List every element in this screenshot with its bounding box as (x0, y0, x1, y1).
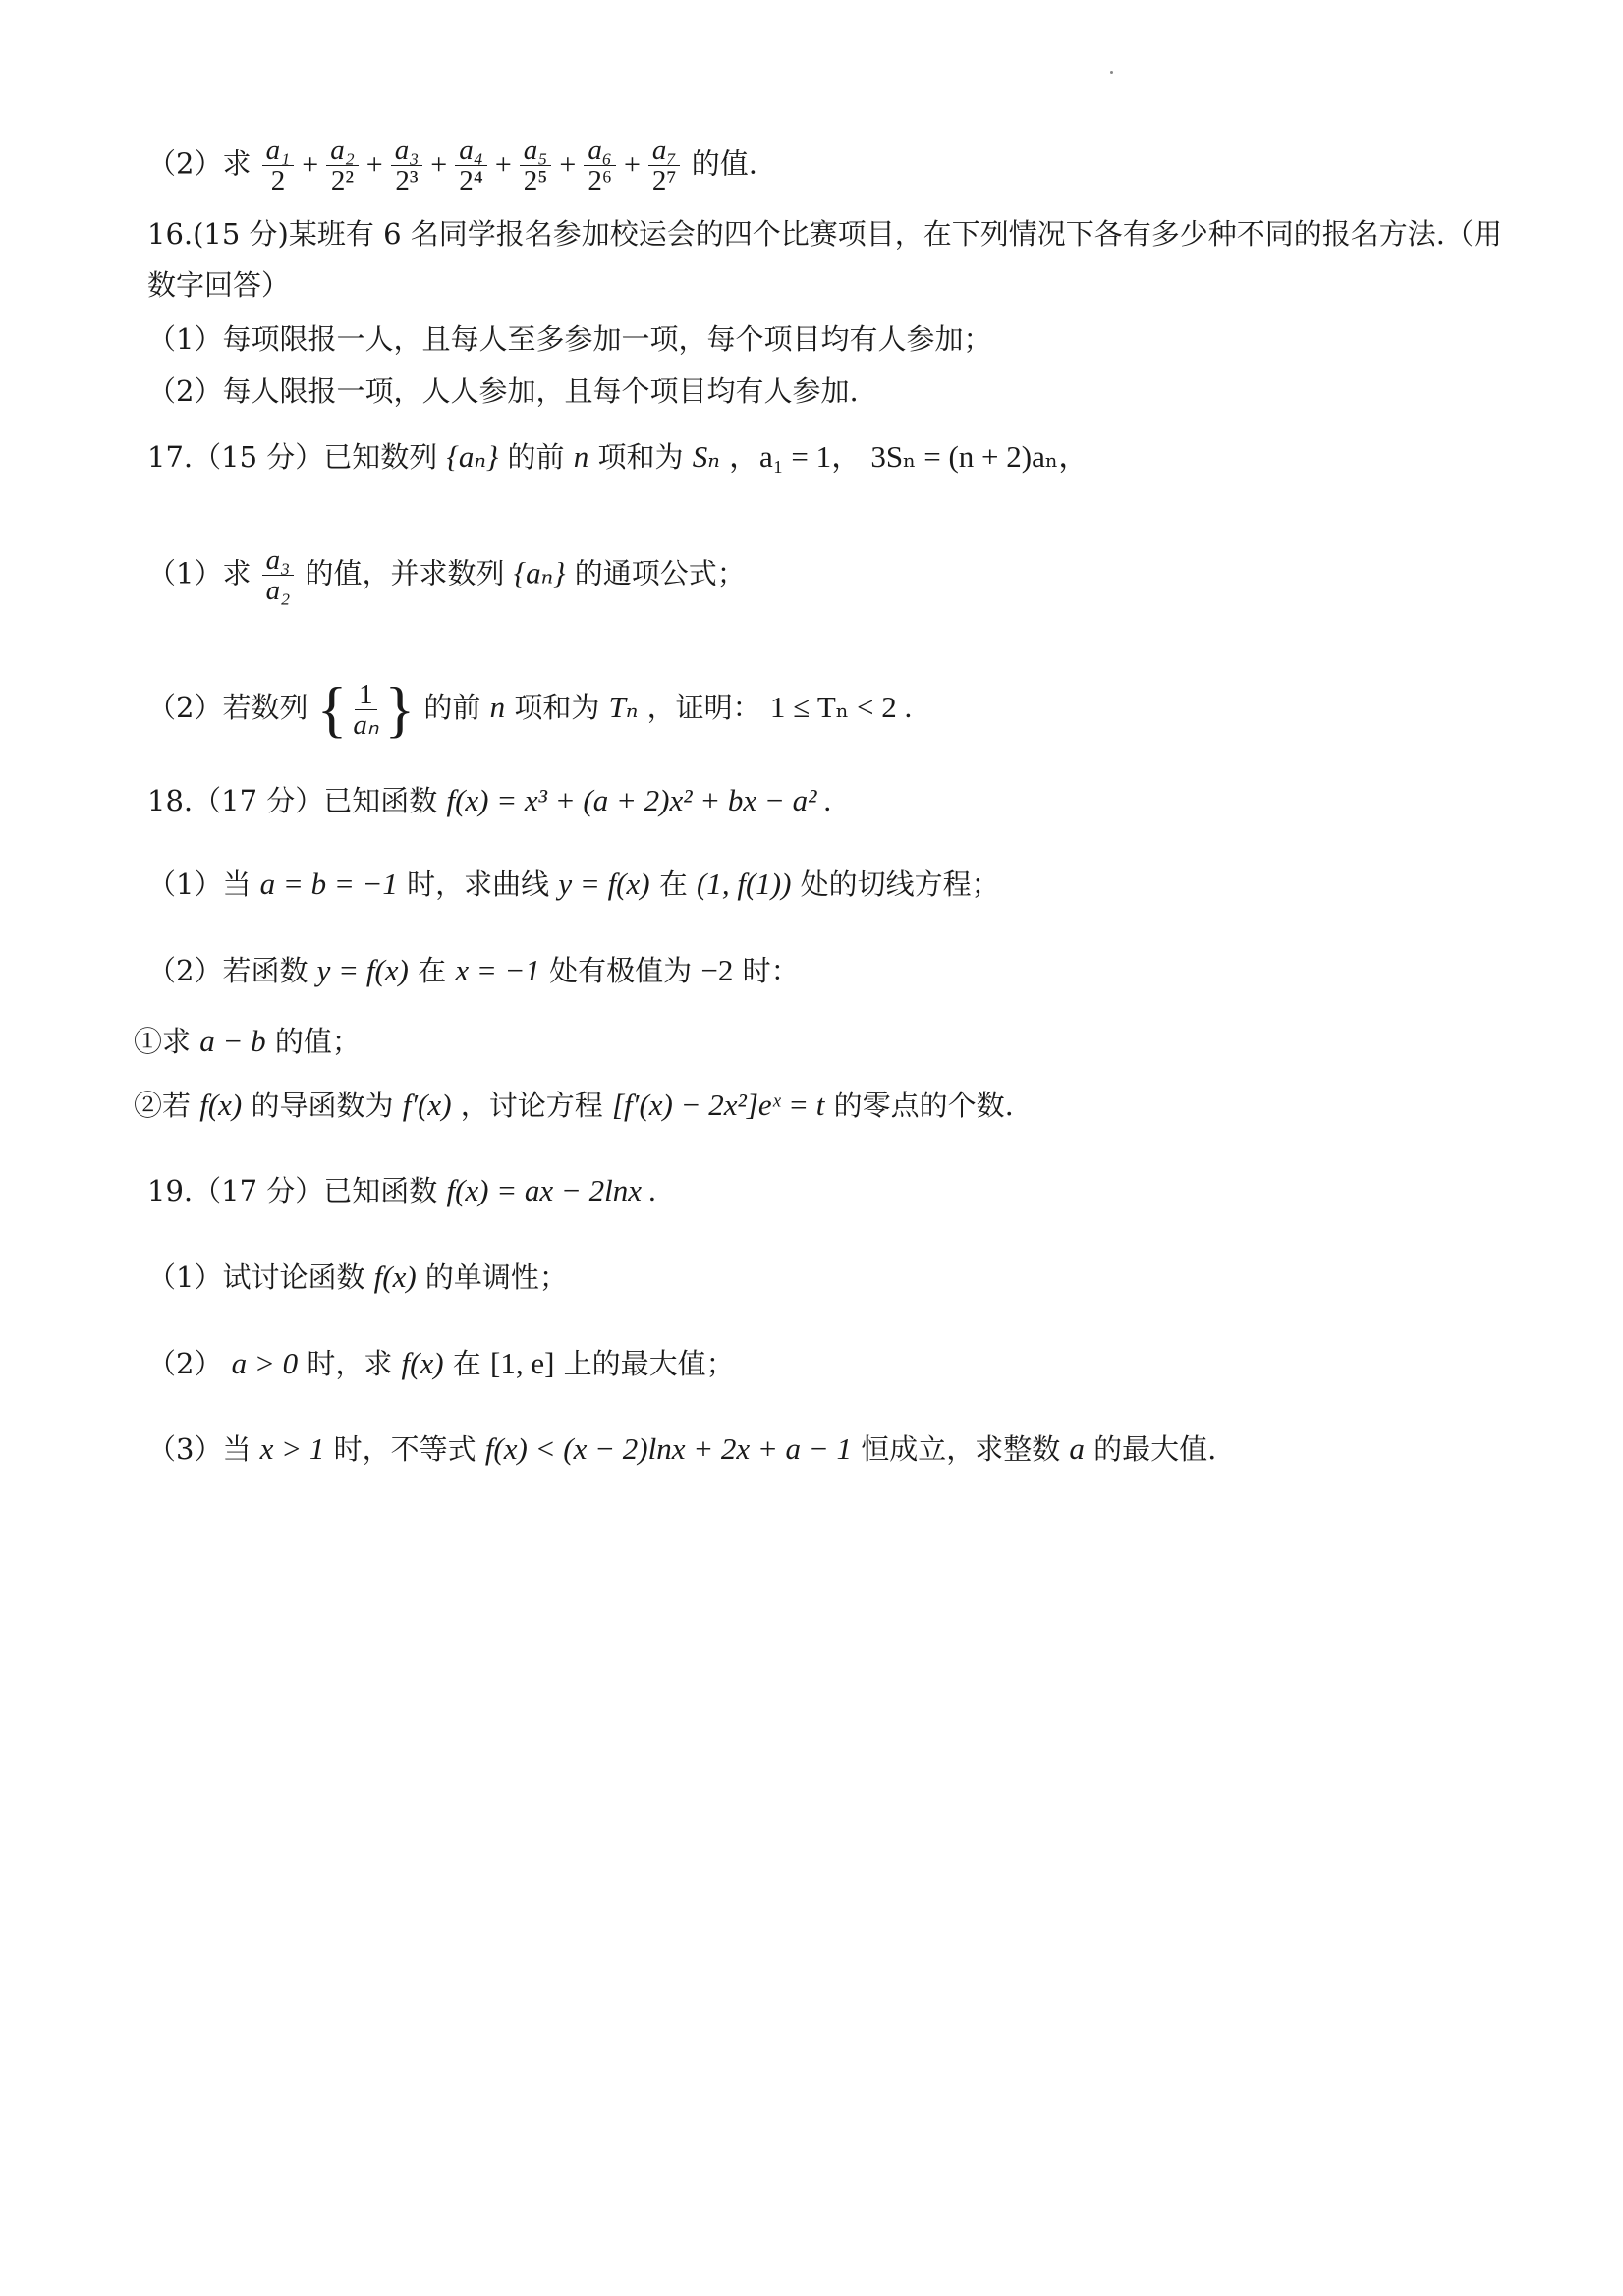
p19-q2: （2） a > 0 时，求 f(x) 在 [1, e] 上的最大值； (147, 1346, 735, 1380)
p16-q2: （2）每人限报一项，人人参加，且每个项目均有人参加. (147, 374, 859, 408)
sum-fraction-term (262, 136, 295, 196)
fraction-numerator: a₆ (584, 136, 616, 166)
sum-fraction-term (326, 136, 359, 196)
left-brace: { (316, 674, 348, 744)
p18-q2: （2）若函数 y = f(x) 在 x = −1 处有极值为 −2 时： (147, 953, 800, 987)
plus-sign: + (623, 147, 641, 181)
p19-q3: （3）当 x > 1 时，不等式 f(x) < (x − 2)lnx + 2x + a − 1 恒成立，求整数 a 的最大值. (147, 1431, 1217, 1466)
plus-sign: + (494, 147, 512, 181)
p18-sub2: ②若 f(x) 的导函数为 f′(x) ，讨论方程 [f′(x) − 2x²]eˣ = t 的零点的个数. (134, 1088, 1014, 1122)
fraction-denominator: 2⁶ (588, 165, 612, 196)
fraction-numerator: a₂ (326, 136, 359, 166)
fraction-denominator: 2⁴ (459, 165, 483, 196)
sum-fraction-term (391, 136, 423, 196)
sum-fraction-term (584, 136, 616, 196)
sum-fraction-term (520, 136, 552, 196)
reciprocal-fraction: $\frac{1}{\text{aₙ}}$ (353, 678, 379, 741)
scan-speck (1110, 71, 1113, 74)
fraction-denominator: 2 (270, 165, 286, 196)
p17-q2: （2）若数列 { $\frac{1}{\text{aₙ}}$ } 的前 n 项和为 Tₙ ，证明： 1 ≤ Tₙ < 2 . (147, 674, 913, 744)
plus-sign: + (302, 147, 319, 181)
plus-sign: + (365, 147, 383, 181)
p19-q1: （1）试讨论函数 f(x) 的单调性； (147, 1260, 568, 1294)
sum-fraction-term (455, 136, 487, 196)
fraction-numerator: a₅ (520, 136, 552, 166)
p16-q1: （1）每项限报一人，且每人至多参加一项，每个项目均有人参加； (147, 322, 992, 356)
right-brace: } (384, 674, 416, 744)
p15-q2: （2）求 $\frac{\text{a₁}}{2}$ + $\frac{\text{a₂}}{\text{2²}}$ + $\frac{\text{a₃}}{\text{2³}}$ + $\frac{\text{a₄}}{\text{2⁴}}$ + $\frac{\text{a₅}}{\text{2⁵}}$ + $\frac{\text{a₆}}{\text{2⁶}}$ + $\frac{\text{a₇}}{\text{2⁷}}$ 的值. (147, 135, 757, 196)
fraction-denominator: 2⁵ (523, 165, 548, 196)
fraction-denominator: 2⁷ (651, 165, 677, 196)
fraction-denominator: 2³ (395, 165, 419, 196)
plus-sign: + (559, 147, 577, 181)
fraction-denominator: 2² (330, 165, 355, 196)
ratio-fraction: $\frac{\text{a₃}}{\text{a₂}}$ (262, 545, 295, 605)
fraction-numerator: a₄ (455, 136, 487, 166)
p18-sub1: ①求 a − b 的值； (134, 1024, 361, 1058)
plus-sign: + (430, 147, 448, 181)
p17-q1: （1）求 $\frac{\text{a₃}}{\text{a₂}}$ 的值，并求数列 {aₙ} 的通项公式； (147, 544, 746, 606)
p16-stem-line1: 16.(15 分)某班有 6 名同学报名参加校运会的四个比赛项目，在下列情况下各有多少种不同的报名方法.（用 (147, 217, 1502, 251)
sum-fraction-term (648, 136, 681, 196)
p17-stem: 17.（15 分）已知数列 {aₙ} 的前 n 项和为 Sₙ ，a₁ = 1， 3Sₙ = (n + 2)aₙ， (147, 439, 1090, 474)
fraction-numerator: a₁ (262, 136, 295, 166)
p16-stem-line2: 数字回答） (147, 268, 291, 302)
p18-stem: 18.（17 分）已知函数 f(x) = x³ + (a + 2)x² + bx − a² . (147, 783, 832, 817)
p18-q1: （1）当 a = b = −1 时，求曲线 y = f(x) 在 (1, f(1)) 处的切线方程； (147, 867, 1000, 901)
p19-stem: 19.（17 分）已知函数 f(x) = ax − 2lnx . (147, 1173, 657, 1207)
fraction-numerator: a₃ (391, 136, 423, 166)
fraction-numerator: a₇ (648, 136, 681, 166)
